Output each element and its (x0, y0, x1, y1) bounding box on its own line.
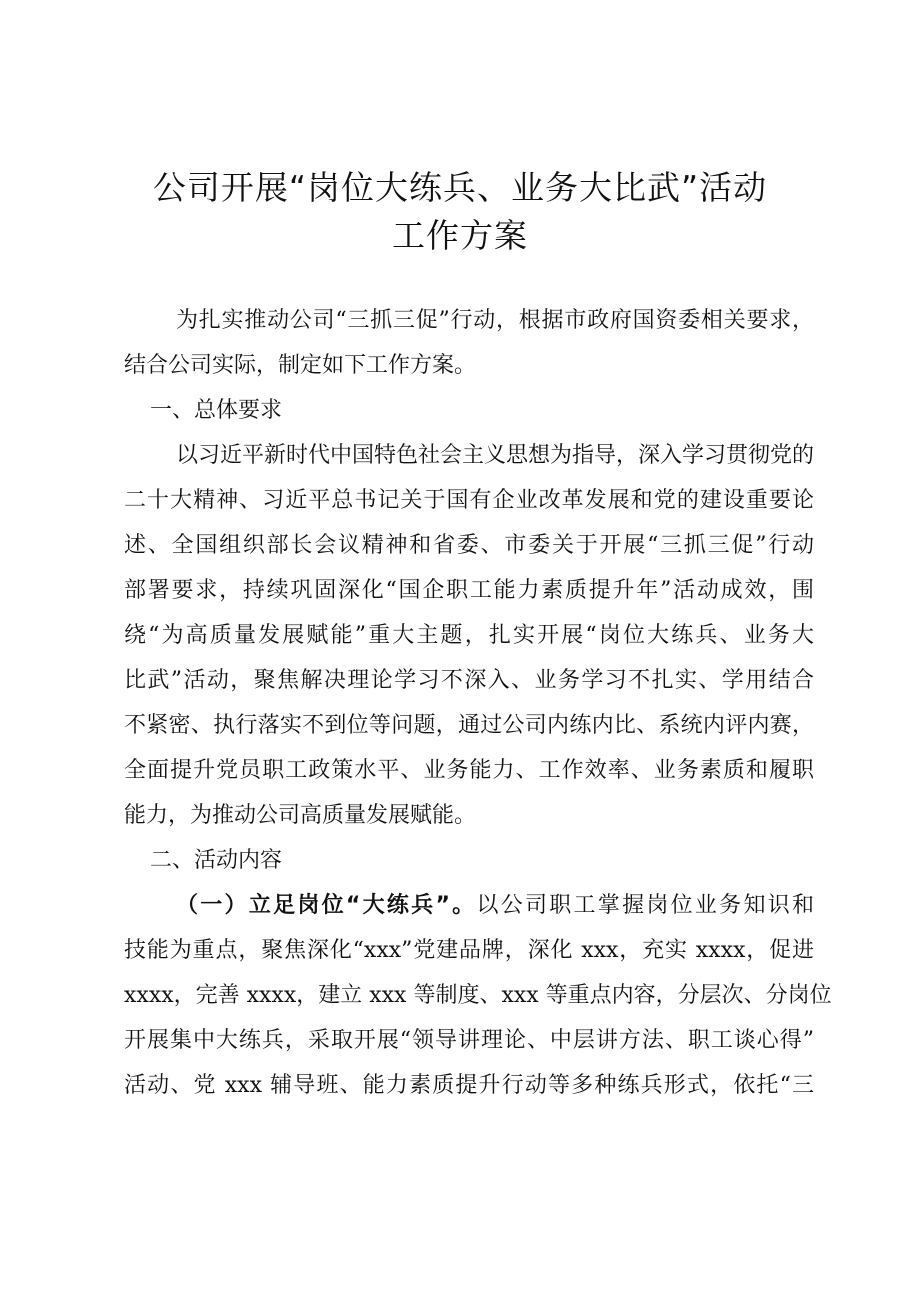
section-1-line: 不紧密、执行落实不到位等问题，通过公司内练内比、系统内评内赛， (124, 713, 814, 738)
section-1-line: 二十大精神、习近平总书记关于国有企业改革发展和党的建设重要论 (124, 488, 814, 513)
subsection-1-line: 技能为重点，聚焦深化“xxx”党建品牌，深化 xxx，充实 xxxx，促进 (124, 938, 814, 963)
intro-line-1: 为扎实推动公司“三抓三促”行动，根据市政府国资委相关要求， (176, 308, 814, 333)
subsection-1-first-text: 以公司职工掌握岗位业务知识和 (476, 893, 814, 918)
subsection-1-line: 开展集中大练兵，采取开展“领导讲理论、中层讲方法、职工谈心得” (124, 1028, 814, 1053)
section-1-line: 以习近平新时代中国特色社会主义思想为指导，深入学习贯彻党的 (176, 443, 815, 468)
section-1-line: 绕“为高质量发展赋能”重大主题，扎实开展“岗位大练兵、业务大 (124, 623, 814, 648)
section-1-line: 述、全国组织部长会议精神和省委、市委关于开展“三抓三促”行动 (124, 533, 814, 558)
intro-line-2: 结合公司实际，制定如下工作方案。 (124, 353, 477, 378)
document-title-line-1: 公司开展“岗位大练兵、业务大比武”活动 (152, 168, 768, 207)
section-1-line: 比武”活动，聚焦解决理论学习不深入、业务学习不扎实、学用结合 (124, 668, 814, 693)
section-1-line: 部署要求，持续巩固深化“国企职工能力素质提升年”活动成效，围 (124, 578, 814, 603)
subsection-1-title: （一）立足岗位“大练兵”。 (176, 893, 477, 918)
section-1-line: 全面提升党员职工政策水平、业务能力、工作效率、业务素质和履职 (124, 758, 814, 783)
subsection-1-line: xxxx，完善 xxxx，建立 xxx 等制度、xxx 等重点内容，分层次、分岗位 (124, 983, 832, 1008)
section-1-line: 能力，为推动公司高质量发展赋能。 (124, 803, 477, 828)
section-2-heading: 二、活动内容 (150, 848, 283, 873)
section-1-heading: 一、总体要求 (150, 398, 283, 423)
document-title-line-2: 工作方案 (392, 216, 528, 255)
subsection-1-line: 活动、党 xxx 辅导班、能力素质提升行动等多种练兵形式，依托“三 (124, 1073, 814, 1098)
subsection-1-first-line (176, 891, 814, 921)
